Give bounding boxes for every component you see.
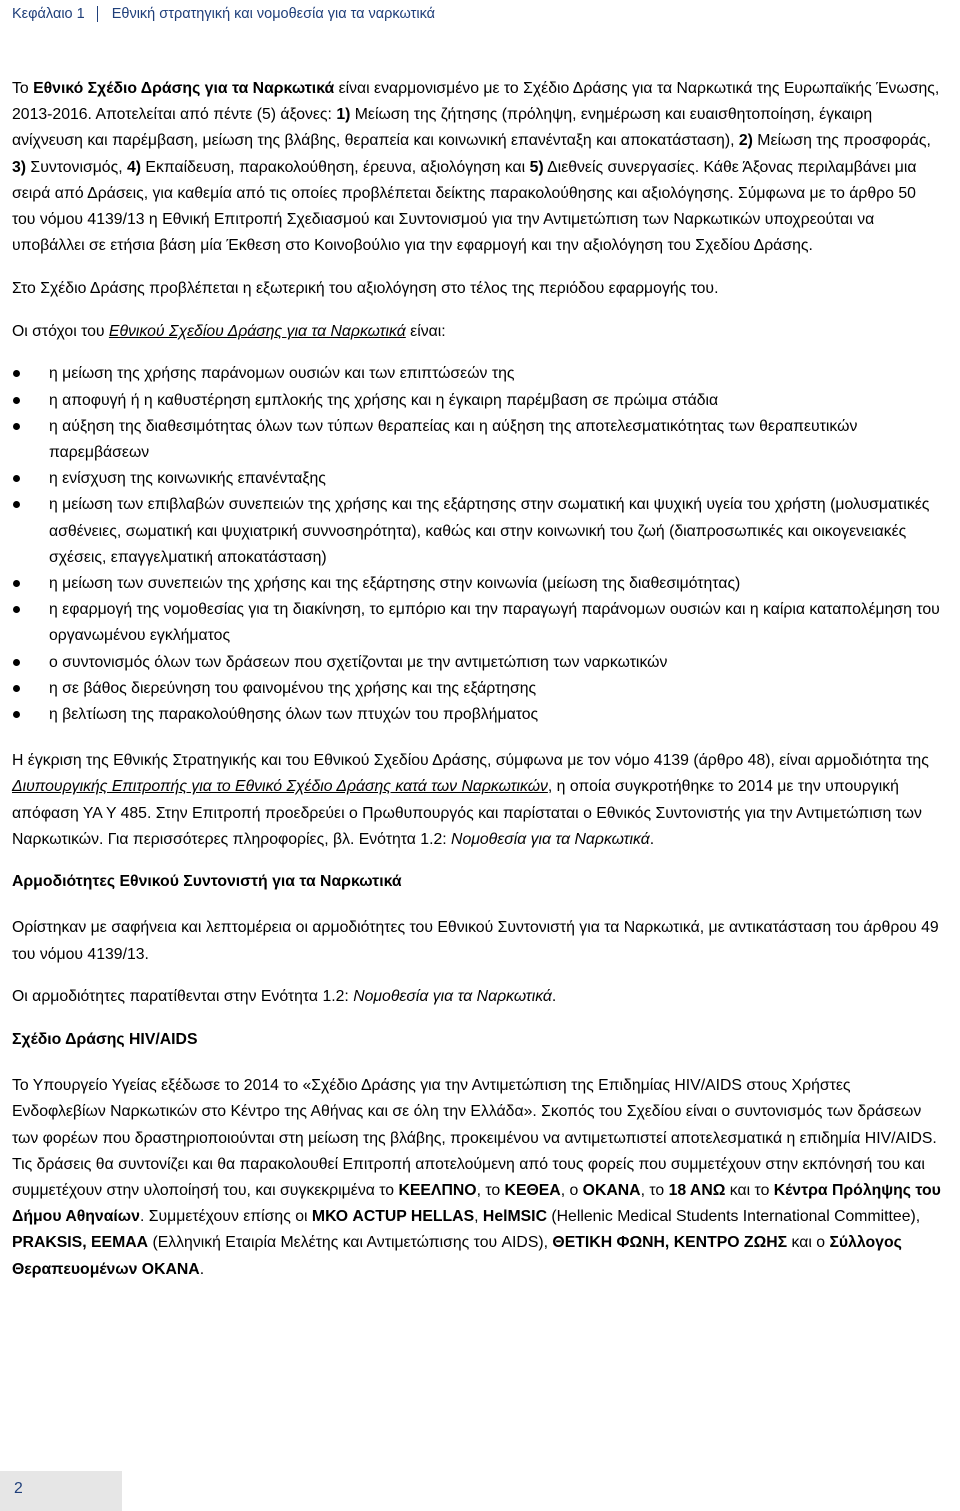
axis-number: 4) <box>126 158 142 176</box>
text: Το Υπουργείο Υγείας εξέδωσε το 2014 το «Σχέδιο Δράσης για την Αντιμετώπιση της Επιδημίας HIV/AIDS στους Χρήστες Ενδοφλεβίων Ναρκωτικών στο Κέντρο της Αθήνας και σε όλη την Ελλάδα». Σκοπός του Σχεδίου είναι ο συντονισμός των δράσεων των φορέων που δραστηριοποιούνται στη μείωση της βλάβης, προκειμένου να αντιμετωπιστεί αποτελεσματικά η επιδημία HIV/AIDS. Τις δράσεις θα συντονίζει και θα παρακολουθεί Επιτροπή αποτελούμενη από τους φορείς που συμμετέχουν στην εκπόνησή του και συμμετέχουν στην υλοποίησή του, και συγκεκριμένα το <box>12 1077 937 1199</box>
text: και το <box>725 1181 774 1199</box>
paragraph-coordinator-duties: Ορίστηκαν με σαφήνεια και λεπτομέρεια οι αρμοδιότητες του Εθνικού Συντονιστή για τα Ναρκωτικά, με αντικατάσταση του άρθρου 49 του νόμου 4139/13. <box>12 919 939 963</box>
org-name-bold: 18 ΑΝΩ <box>668 1181 726 1199</box>
org-name-bold: ΘΕΤΙΚΗ ΦΩΝΗ, ΚΕΝΤΡΟ ΖΩΗΣ <box>552 1234 788 1252</box>
text: , <box>474 1208 483 1226</box>
list-item: η μείωση των συνεπειών της χρήσης και της εξάρτησης στην κοινωνία (μείωση της διαθεσιμότητας) <box>12 571 942 597</box>
list-item: η εφαρμογή της νομοθεσίας για τη διακίνηση, το εμπόριο και την παραγωγή παράνομων ουσιών και η καίρια καταπολέμηση του οργανωμένου εγκλήματος <box>12 597 942 649</box>
text: και ο <box>787 1234 830 1252</box>
axis-number: 1) <box>336 106 351 124</box>
list-item: η ενίσχυση της κοινωνικής επανένταξης <box>12 466 942 492</box>
list-item: η αύξηση της διαθεσιμότητας όλων των τύπων θεραπείας και η αύξηση της αποτελεσματικότητας των θεραπευτικών παρεμβάσεων <box>12 414 942 466</box>
text: Εκπαίδευση, παρακολούθηση, έρευνα, αξιολόγηση και <box>141 158 530 176</box>
paragraph-hiv-plan <box>12 1073 942 1283</box>
axis-number: 3) <box>12 158 27 176</box>
text: Διεθνείς συνεργασίες. Κάθε Άξονας περιλαμβάνει μια σειρά από Δράσεις, για καθεμία από τις οποίες προβλέπεται δείκτης παρακολούθησης και αξιολόγησης. Σύμφωνα με το άρθρο 50 του νόμου 4139/13 η Εθνική Επιτροπή Σχεδιασμού και Συντονισμού για την Αντιμετώπιση των Ναρκωτικών υποχρεούται να υποβάλλει σε ετήσια βάση μία Έκθεση στο Κοινοβούλιο για την εφαρμογή και την αξιολόγηση του Σχεδίου Δράσης. <box>12 158 917 255</box>
text: Η έγκριση της Εθνικής Στρατηγικής και του Εθνικού Σχεδίου Δράσης, σύμφωνα με τον νόμο 4139 (άρθρο 48), είναι αρμοδιότητα της <box>12 752 929 770</box>
plan-name-italic: Εθνικού Σχεδίου Δράσης για τα Ναρκωτικά <box>108 322 406 340</box>
axis-number: 5) <box>529 158 544 176</box>
list-item: η μείωση της χρήσης παράνομων ουσιών και των επιπτώσεών της <box>12 361 942 387</box>
text: Οι αρμοδιότητες παρατίθενται στην Ενότητα 1.2: <box>12 988 354 1006</box>
goals-list <box>12 361 942 728</box>
org-name-bold: ΚΕΕΛΠΝΟ <box>398 1181 477 1199</box>
text: (Hellenic Medical Students International Committee), <box>546 1208 921 1226</box>
chapter-title: Εθνική στρατηγική και νομοθεσία για τα ναρκωτικά <box>111 6 436 22</box>
text: Οι στόχοι του <box>12 322 109 340</box>
text: , η οποία συγκροτήθηκε το 2014 με την υπουργική απόφαση ΥΑ Υ 485. Στην Επιτροπή προεδρεύει ο Πρωθυπουργός και παρίσταται ο Εθνικός Συντονιστής για την Αντιμετώπιση των Ναρκωτικών. Για περισσότερες πληροφορίες, βλ. Ενότητα 1.2: <box>12 778 922 848</box>
paragraph-goals-intro <box>12 319 942 345</box>
text: , το <box>640 1181 669 1199</box>
org-name-bold: ΟΚΑΝΑ <box>582 1181 641 1199</box>
text: είναι: <box>405 322 446 340</box>
paragraph-duties-reference <box>12 984 942 1010</box>
page-number: 2 <box>14 1480 23 1497</box>
text: Το <box>12 80 34 97</box>
paragraph-evaluation: Στο Σχέδιο Δράσης προβλέπεται η εξωτερική του αξιολόγηση στο τέλος της περιόδου εφαρμογής του. <box>12 279 719 297</box>
committee-name-italic: Διυπουργικής Επιτροπής για το Εθνικό Σχέδιο Δράσης κατά των Ναρκωτικών <box>12 778 548 796</box>
chapter-label: Κεφάλαιο 1 <box>12 6 85 22</box>
text: (Ελληνική Εταιρία Μελέτης και Αντιμετώπισης του AIDS), <box>148 1234 553 1252</box>
org-name-bold: Κέντρα Πρόληψης του Δήμου Αθηναίων <box>12 1181 941 1226</box>
paragraph-action-plan <box>12 76 942 259</box>
heading-coordinator: Αρμοδιότητες Εθνικού Συντονιστή για τα Ναρκωτικά <box>12 873 402 891</box>
text: , ο <box>560 1181 583 1199</box>
header-divider <box>97 6 98 22</box>
heading-hiv-plan: Σχέδιο Δράσης HIV/AIDS <box>12 1031 198 1049</box>
list-item: η μείωση των επιβλαβών συνεπειών της χρήσης και της εξάρτησης στην σωματική και ψυχική υγεία του χρήστη (μολυσματικές ασθένειες, σωματική και ψυχιατρική συννοσηρότητα), καθώς και στην κοινωνική του ζωή (διαπροσωπικές και οικογενειακές σχέσεις, επαγγελματική αποκατάσταση) <box>12 492 942 571</box>
page-footer <box>0 1471 122 1511</box>
text: είναι εναρμονισμένο με το Σχέδιο Δράσης για τα Ναρκωτικά της Ευρωπαϊκής Ένωσης, 2013-2016. Αποτελείται από πέντε (5) άξονες: <box>12 80 940 124</box>
list-item: η αποφυγή ή η καθυστέρηση εμπλοκής της χρήσης και η έγκαιρη παρέμβαση σε πρώιμα στάδια <box>12 388 942 414</box>
text: Μείωση της ζήτησης (πρόληψη, ενημέρωση και ευαισθητοποίηση, έγκαιρη ανίχνευση και παρέμβαση, μείωση της βλάβης, θεραπεία και κοινωνική επανένταξη και αποκατάσταση), <box>12 106 873 150</box>
text: . <box>551 988 557 1006</box>
section-reference-italic: Νομοθεσία για τα Ναρκωτικά <box>353 988 552 1006</box>
paragraph-approval <box>12 748 942 853</box>
text: . <box>199 1260 205 1278</box>
org-name-bold: ΜΚΟ ACTUP HELLAS <box>311 1208 475 1226</box>
org-name-bold: HelMSIC <box>482 1208 547 1226</box>
org-name-bold: Σύλλογος Θεραπευομένων ΟΚΑΝΑ <box>12 1234 902 1278</box>
document-body <box>12 76 942 1299</box>
list-item: η σε βάθος διερεύνηση του φαινομένου της χρήσης και της εξάρτησης <box>12 676 942 702</box>
text: Συντονισμός, <box>26 158 127 176</box>
org-name-bold: PRAKSIS, ΕΕΜΑΑ <box>12 1234 149 1252</box>
text: , το <box>476 1181 505 1199</box>
plan-name-bold: Εθνικό Σχέδιο Δράσης για τα Ναρκωτικά <box>33 80 335 97</box>
list-item: η βελτίωση της παρακολούθησης όλων των πτυχών του προβλήματος <box>12 702 942 728</box>
org-name-bold: ΚΕΘΕΑ <box>504 1181 561 1199</box>
axis-number: 2) <box>738 132 753 150</box>
text: Μείωση της προσφοράς, <box>752 132 931 150</box>
section-reference-italic: Νομοθεσία για τα Ναρκωτικά <box>451 830 650 848</box>
text: . <box>649 830 655 848</box>
running-header <box>12 3 435 25</box>
list-item: ο συντονισμός όλων των δράσεων που σχετίζονται με την αντιμετώπιση των ναρκωτικών <box>12 650 942 676</box>
text: . Συμμετέχουν επίσης οι <box>139 1208 312 1226</box>
